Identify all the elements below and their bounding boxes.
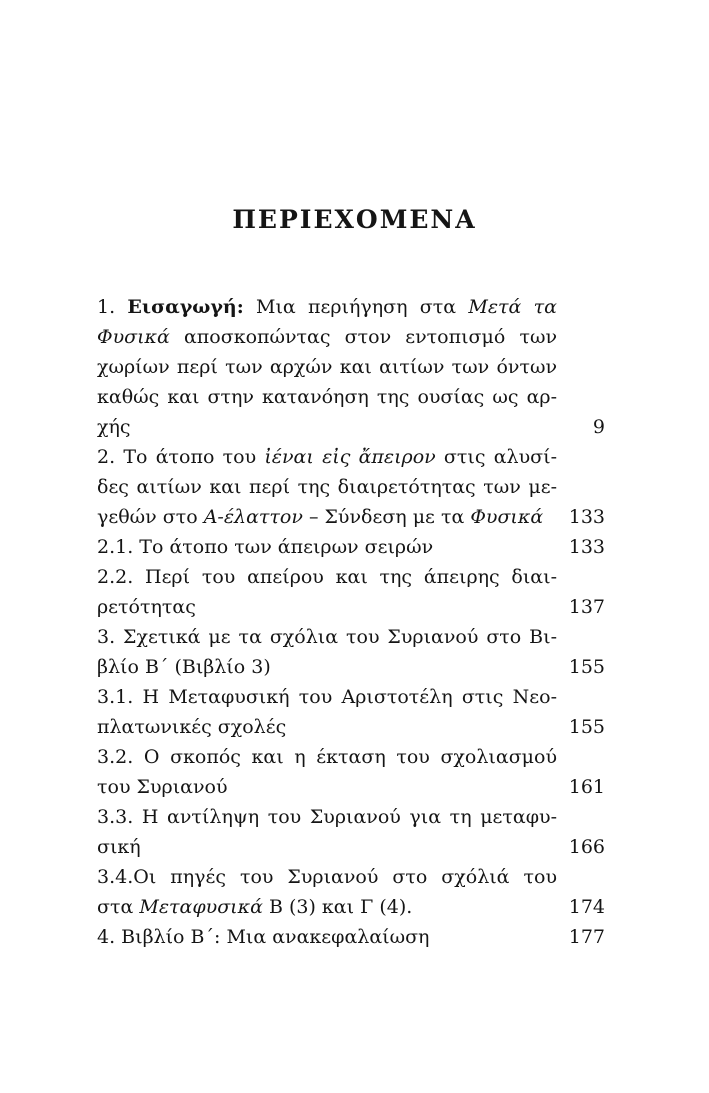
toc-run: 4. Βιβλίο Β´: Μια ανακεφαλαίωση [97, 926, 430, 948]
toc-line-text [97, 322, 557, 352]
toc-line [97, 742, 605, 772]
page-title: ΠΕΡΙΕΧΟΜΕΝΑ [232, 205, 477, 234]
toc-line [97, 802, 605, 832]
toc-run: 2.1. Το άτοπο των άπειρων σειρών [97, 536, 434, 558]
toc-run: πλατωνικές σχολές [97, 716, 287, 738]
toc-run: Φυσικά [97, 326, 170, 348]
toc-run: χής [97, 416, 131, 438]
toc-run: στα [97, 896, 140, 918]
toc-run: 3.4.Οι πηγές του Συριανού στο σχόλιά του [97, 866, 557, 888]
page-number: 155 [568, 716, 605, 738]
toc-line-text [97, 472, 557, 502]
page-number: 133 [568, 506, 605, 528]
toc-line [97, 862, 605, 892]
toc-run: βλίο Β´ (Βιβλίο 3) [97, 656, 271, 678]
toc-run: Εισαγωγή: [127, 296, 244, 318]
toc-line-text [97, 382, 557, 412]
page-number: 155 [568, 656, 605, 678]
toc-line-text [97, 592, 557, 622]
toc-run: Μεταφυσικά [139, 896, 263, 918]
toc-line-text [97, 862, 557, 892]
toc-run: ρετότητας [97, 596, 196, 618]
toc-line-text [97, 442, 557, 472]
toc-line-text [97, 652, 557, 682]
toc-line [97, 652, 605, 682]
toc-line [97, 442, 605, 472]
page-number: 161 [568, 776, 605, 798]
toc-run: στις αλυσί- [435, 446, 557, 468]
toc-line [97, 412, 605, 442]
toc-line-text [97, 832, 557, 862]
page-number: 9 [592, 416, 605, 438]
toc-run: του Συριανού [97, 776, 228, 798]
toc-run: σική [97, 836, 141, 858]
toc-line-text [97, 742, 557, 772]
toc-line-text [97, 712, 557, 742]
toc-line [97, 292, 605, 322]
toc-line-text [97, 292, 557, 322]
toc-run: Φυσικά [470, 506, 544, 528]
toc-run: αποσκοπώντας στον εντοπισμό των [169, 326, 557, 348]
toc-run: γεθών στο [97, 506, 204, 528]
toc-line [97, 532, 605, 562]
toc-run: 3.2. Ο σκοπός και η έκταση του σχολιασμού [97, 746, 557, 768]
toc-line [97, 892, 605, 922]
toc-line-text [97, 772, 557, 802]
toc-line [97, 472, 605, 502]
toc-line [97, 772, 605, 802]
toc-run: 2. Το άτοπο του [97, 446, 265, 468]
toc-run: 2.2. Περί του απείρου και της άπειρης διαι- [97, 566, 557, 588]
toc-line-text [97, 682, 557, 712]
page-number: 166 [568, 836, 605, 858]
toc-line [97, 832, 605, 862]
toc-line [97, 622, 605, 652]
toc-run: 1. [97, 296, 128, 318]
toc-run: χωρίων περί των αρχών και αιτίων των όντων [97, 356, 557, 378]
toc-line-text [97, 532, 557, 562]
toc-run: Μια περιήγηση στα [243, 296, 469, 318]
page-number: 137 [568, 596, 605, 618]
toc-run: 3.3. Η αντίληψη του Συριανού για τη μεταφυ- [97, 806, 557, 828]
toc-line-text [97, 922, 557, 952]
toc-line-text [97, 412, 557, 442]
toc-line-text [97, 502, 557, 532]
toc-line-text [97, 562, 557, 592]
toc-line [97, 382, 605, 412]
page-number: 177 [568, 926, 605, 948]
toc-run: Α-έλαττον [203, 506, 303, 528]
toc-line [97, 682, 605, 712]
toc-line [97, 712, 605, 742]
toc-run: Μετά τα [468, 296, 557, 318]
page-number: 133 [568, 536, 605, 558]
toc-run: 3. Σχετικά με τα σχόλια του Συριανού στο Βι- [97, 626, 557, 648]
toc-run: καθώς και στην κατανόηση της ουσίας ως αρ- [97, 386, 557, 408]
toc-run: 3.1. Η Μεταφυσική του Αριστοτέλη στις Νεο- [97, 686, 557, 708]
toc-line [97, 592, 605, 622]
toc-line [97, 502, 605, 532]
page-number: 174 [568, 896, 605, 918]
toc-line-text [97, 892, 557, 922]
table-of-contents [97, 292, 605, 952]
toc-line-text [97, 622, 557, 652]
toc-line-text [97, 352, 557, 382]
toc-line [97, 352, 605, 382]
toc-line [97, 922, 605, 952]
toc-line [97, 562, 605, 592]
toc-run: δες αιτίων και περί της διαιρετότητας των με- [97, 476, 557, 498]
toc-run: Β (3) και Γ (4). [262, 896, 413, 918]
toc-run: ἰέναι εἰς ἄπειρον [264, 446, 436, 468]
toc-line [97, 322, 605, 352]
toc-line-text [97, 802, 557, 832]
toc-run: – Σύνδεση με τα [302, 506, 471, 528]
